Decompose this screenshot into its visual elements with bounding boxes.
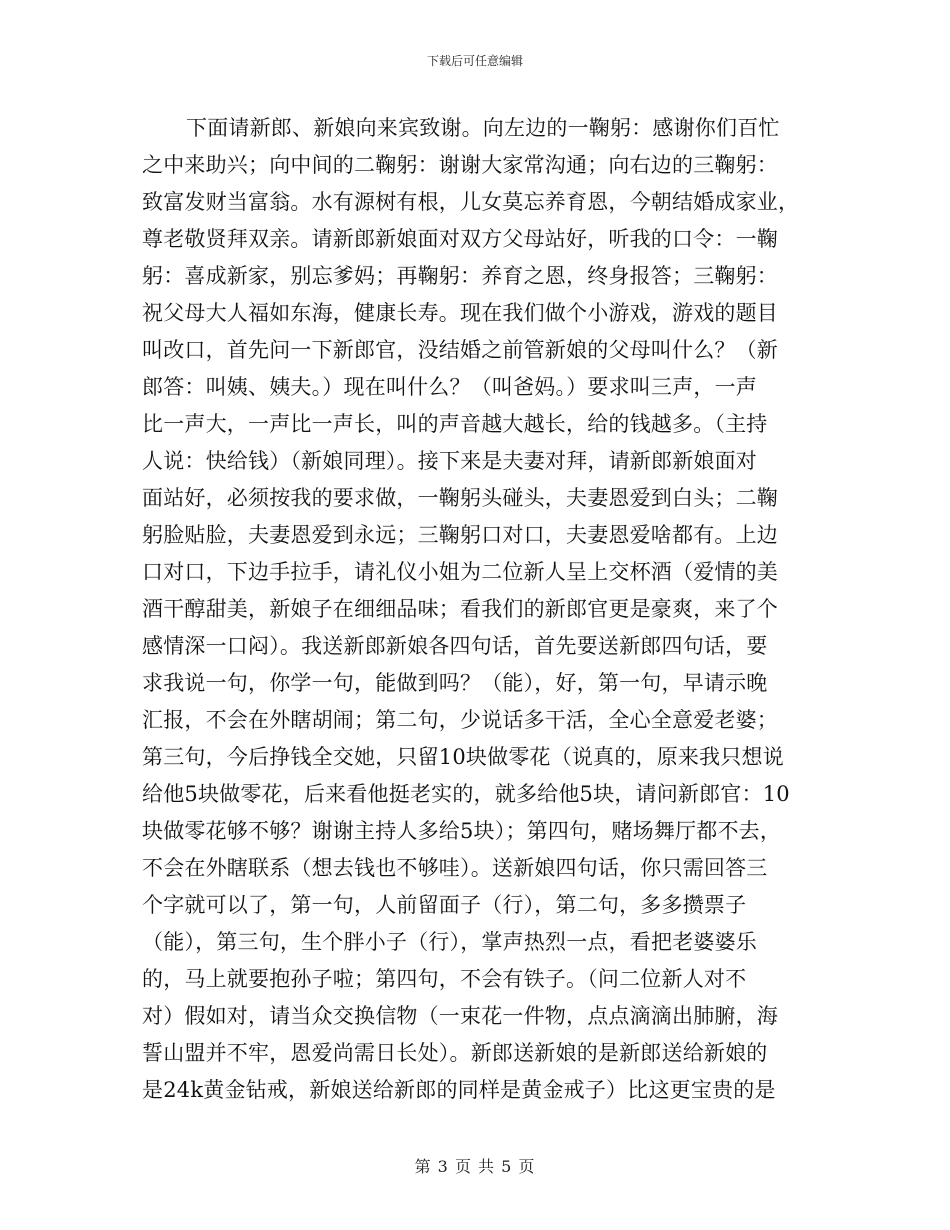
text-line: 个字就可以了，第一句，人前留面子（行），第二句，多多攒票子 — [142, 893, 747, 917]
text-line: 叫改口，首先问一下新郎官，没结婚之前管新娘的父母叫什么？（新 — [142, 338, 778, 362]
body-text — [142, 110, 814, 1109]
text-line: 汇报，不会在外瞎胡闹；第二句，少说话多干活，全心全意爱老婆； — [142, 708, 778, 732]
text-line: （能），第三句，生个胖小子（行），掌声热烈一点，看把老婆婆乐 — [142, 930, 757, 954]
text-line: 口对口，下边手拉手，请礼仪小姐为二位新人呈上交杯酒（爱情的美 — [142, 560, 778, 584]
text-line: 躬：喜成新家，别忘爹妈；再鞠躬：养育之恩，终身报答；三鞠躬： — [142, 264, 778, 288]
text-line: 的，马上就要抱孙子啦；第四句，不会有铁子。（问二位新人对不 — [142, 967, 747, 991]
text-line: 面站好，必须按我的要求做，一鞠躬头碰头，夫妻恩爱到白头；二鞠 — [142, 486, 778, 510]
text-line: 致富发财当富翁。水有源树有根，儿女莫忘养育恩，今朝结婚成家业， — [142, 190, 800, 214]
text-line: 郎答：叫姨、姨夫。）现在叫什么？（叫爸妈。）要求叫三声，一声 — [142, 375, 757, 399]
text-line: 第三句，今后挣钱全交她，只留10块做零花（说真的，原来我只想说 — [142, 745, 784, 769]
text-line: 酒干醇甜美，新娘子在细细品味；看我们的新郎官更是豪爽，来了个 — [142, 597, 778, 621]
text-line: 比一声大，一声比一声长，叫的声音越大越长，给的钱越多。（主持 — [142, 412, 768, 436]
text-line: 不会在外瞎联系（想去钱也不够哇）。送新娘四句话，你只需回答三 — [142, 856, 768, 880]
text-line: 是24k黄金钻戒，新娘送给新郎的同样是黄金戒子）比这更宝贵的是 — [142, 1078, 776, 1102]
text-line: 躬脸贴脸，夫妻恩爱到永远；三鞠躬口对口，夫妻恩爱啥都有。上边 — [142, 523, 778, 547]
text-line: 人说：快给钱）（新娘同理）。接下来是夫妻对拜，请新郎新娘面对 — [142, 449, 757, 473]
text-line: 祝父母大人福如东海，健康长寿。现在我们做个小游戏，游戏的题目 — [142, 301, 778, 325]
text-line: 给他5块做零花，后来看他挺老实的，就多给他5块，请问新郎官：10 — [142, 782, 790, 806]
text-line: 块做零花够不够？谢谢主持人多给5块）；第四句，赌场舞厅都不去， — [142, 819, 782, 843]
text-line: 对）假如对，请当众交换信物（一束花一件物，点点滴滴出肺腑，海 — [142, 1004, 778, 1028]
text-line: 求我说一句，你学一句，能做到吗？（能），好，第一句，早请示晚 — [142, 671, 768, 695]
page-number: 第 3 页 共 5 页 — [414, 1157, 536, 1176]
text-line: 下面请新郎、新娘向来宾致谢。向左边的一鞠躬：感谢你们百忙 — [186, 116, 780, 140]
text-line: 誓山盟并不牢，恩爱尚需日长处）。新郎送新娘的是新郎送给新娘的 — [142, 1041, 768, 1065]
text-line: 之中来助兴；向中间的二鞠躬：谢谢大家常沟通；向右边的三鞠躬： — [142, 153, 778, 177]
text-line: 感情深一口闷）。我送新郎新娘各四句话，首先要送新郎四句话，要 — [142, 634, 768, 658]
text-line: 尊老敬贤拜双亲。请新郎新娘面对双方父母站好，听我的口令：一鞠 — [142, 227, 778, 251]
page-header: 下载后可任意编辑 — [426, 54, 523, 68]
